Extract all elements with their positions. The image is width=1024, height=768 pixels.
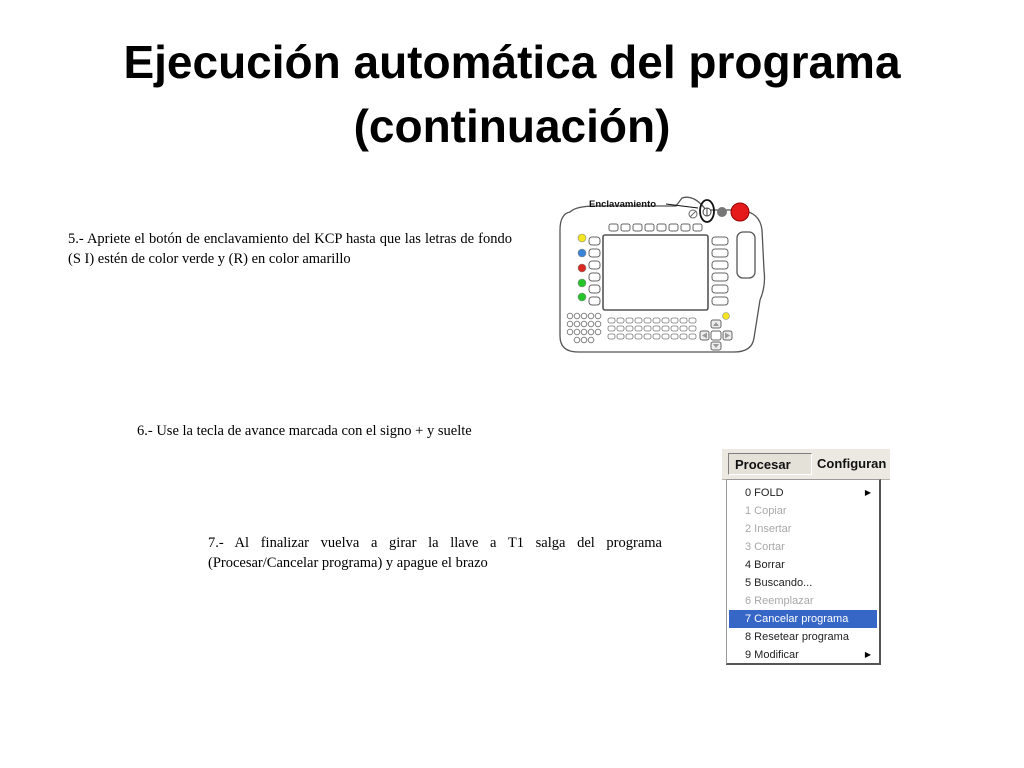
menu-item-label: 0 FOLD bbox=[745, 487, 784, 499]
menu-item-label: 5 Buscando... bbox=[745, 577, 813, 589]
kcp-handle bbox=[737, 232, 755, 278]
procesar-dropdown bbox=[726, 479, 881, 665]
kcp-led-yellow bbox=[578, 234, 586, 242]
menu-bar bbox=[722, 449, 890, 480]
kcp-led-green-1 bbox=[578, 279, 586, 287]
menu-item-label: 3 Cortar bbox=[745, 541, 785, 553]
menu-item-label: 4 Borrar bbox=[745, 559, 785, 571]
menu-item-label: 8 Resetear programa bbox=[745, 631, 849, 643]
menu-item-copiar[interactable] bbox=[729, 502, 877, 520]
menu-item-buscando[interactable] bbox=[729, 574, 877, 592]
menu-item-borrar[interactable] bbox=[729, 556, 877, 574]
submenu-arrow-icon: ▶ bbox=[864, 488, 871, 497]
menu-item-cortar[interactable] bbox=[729, 538, 877, 556]
step-7-text: 7.- Al finalizar vuelva a girar la llave a T1 salga del programa (Procesar/Cancelar programa) y apague el brazo bbox=[208, 535, 662, 571]
menu-item-label: 6 Reemplazar bbox=[745, 595, 814, 607]
kcp-label: Enclavamiento bbox=[589, 199, 657, 210]
menu-item-label: 9 Modificar bbox=[745, 649, 799, 661]
title-line-1: Ejecución automática del programa bbox=[123, 36, 901, 88]
menu-item-insertar[interactable] bbox=[729, 520, 877, 538]
menu-item-reemplazar[interactable] bbox=[729, 592, 877, 610]
kcp-dark-button bbox=[717, 207, 727, 217]
slide-title bbox=[40, 30, 984, 158]
kcp-led-green-2 bbox=[578, 293, 586, 301]
menu-item-label: 2 Insertar bbox=[745, 523, 792, 535]
menu-item-fold[interactable] bbox=[729, 484, 877, 502]
submenu-arrow-icon: ▶ bbox=[864, 650, 871, 659]
kcp-led-red bbox=[578, 264, 586, 272]
title-line-2: (continuación) bbox=[353, 100, 671, 152]
menu-item-label: 7 Cancelar programa bbox=[745, 613, 849, 625]
menu-procesar[interactable]: Procesar bbox=[728, 453, 812, 475]
kcp-screen bbox=[603, 235, 708, 310]
menu-item-cancelar-programa[interactable] bbox=[729, 610, 877, 628]
step-5-text: 5.- Apriete el botón de enclavamiento del KCP hasta que las letras de fondo (S I) estén de color verde y (R) en color amarillo bbox=[68, 231, 512, 267]
procesar-menu-screenshot bbox=[722, 449, 890, 667]
kcp-emergency-stop-icon bbox=[731, 203, 749, 221]
kcp-led-blue bbox=[578, 249, 586, 257]
menu-configurar[interactable]: Configuran bbox=[817, 456, 887, 471]
step-6-text: 6.- Use la tecla de avance marcada con el signo + y suelte bbox=[137, 423, 472, 439]
menu-item-resetear-programa[interactable] bbox=[729, 628, 877, 646]
menu-item-label: 1 Copiar bbox=[745, 505, 787, 517]
kcp-pendant-illustration bbox=[556, 190, 770, 356]
kcp-led-yellow-right bbox=[723, 313, 730, 320]
menu-item-modificar[interactable] bbox=[729, 646, 877, 664]
kcp-dpad-icon bbox=[700, 320, 732, 350]
